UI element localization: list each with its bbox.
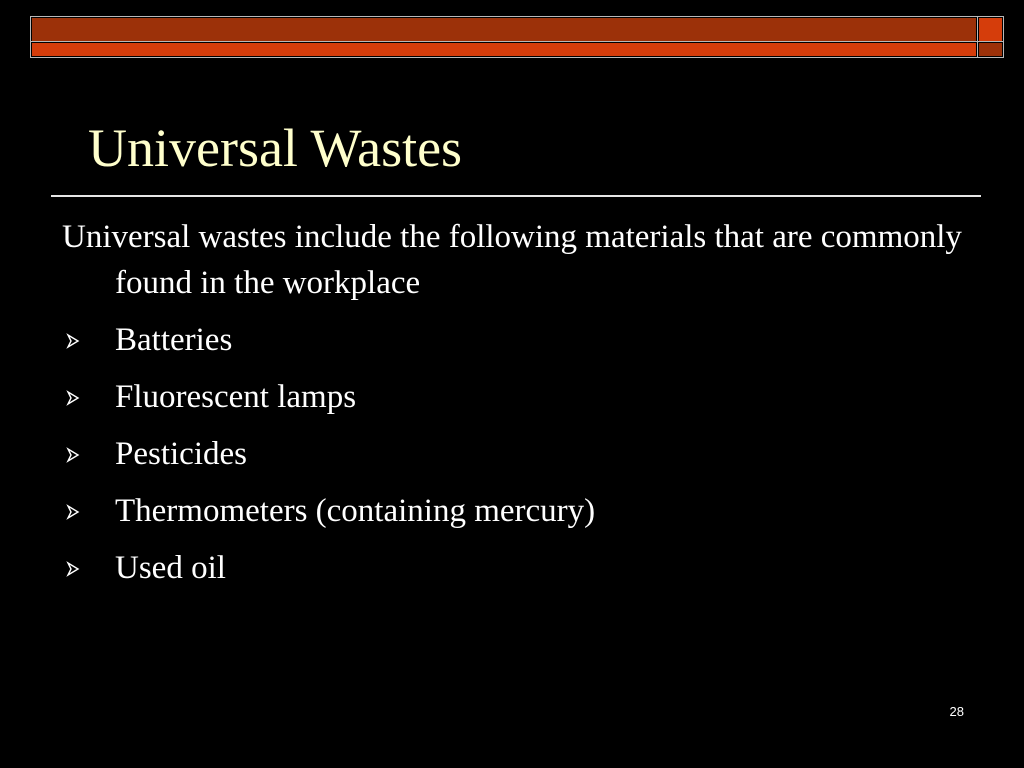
chevron-right-icon xyxy=(64,389,82,407)
banner-stripe-top xyxy=(32,18,976,41)
list-item xyxy=(62,317,962,374)
bullet-label: Used oil xyxy=(115,550,226,586)
title-underline xyxy=(51,195,981,197)
bullet-label: Fluorescent lamps xyxy=(115,379,357,415)
slide-body xyxy=(62,214,962,602)
bullet-label: Pesticides xyxy=(115,436,247,472)
slide-title: Universal Wastes xyxy=(88,118,463,178)
intro-paragraph: Universal wastes include the following materials that are commonly found in the workplace xyxy=(62,219,962,301)
chevron-right-icon xyxy=(64,332,82,350)
banner-square-bottom xyxy=(979,43,1002,56)
chevron-right-icon xyxy=(64,503,82,521)
list-item xyxy=(62,545,962,602)
chevron-right-icon xyxy=(64,560,82,578)
banner-square-top xyxy=(979,18,1002,41)
list-item xyxy=(62,374,962,431)
banner-divider-horizontal xyxy=(30,41,1004,42)
list-item xyxy=(62,488,962,545)
chevron-right-icon xyxy=(64,446,82,464)
banner-divider-vertical xyxy=(977,16,978,58)
banner-stripe-bottom xyxy=(32,43,976,56)
list-item xyxy=(62,431,962,488)
bullet-list xyxy=(62,317,962,602)
bullet-label: Thermometers (containing mercury) xyxy=(115,493,596,529)
bullet-label: Batteries xyxy=(115,322,233,358)
page-number: 28 xyxy=(949,704,964,719)
